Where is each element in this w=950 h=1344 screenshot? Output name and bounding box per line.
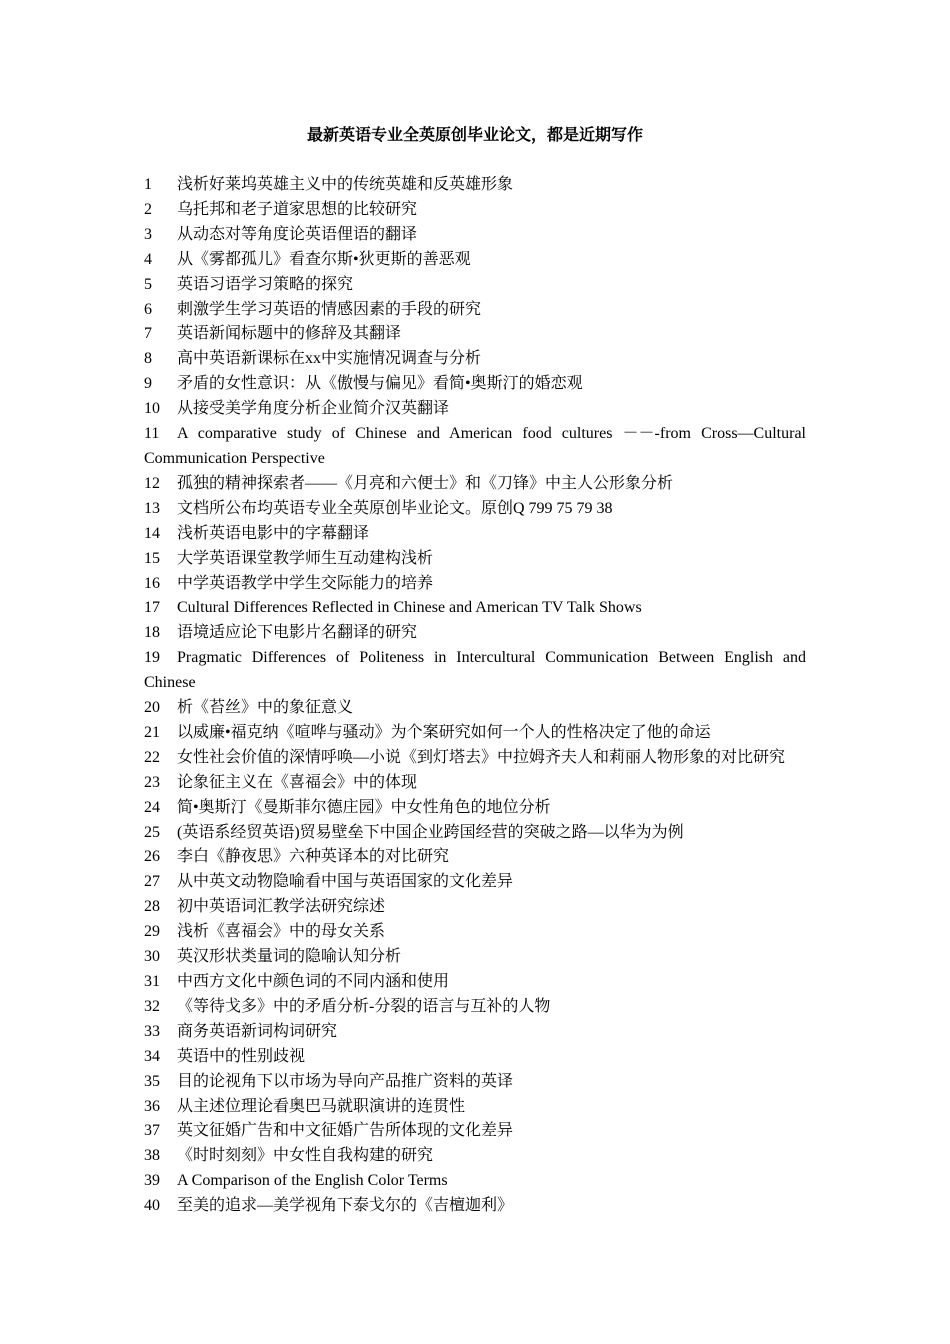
item-title: 高中英语新课标在xx中实施情况调查与分析 bbox=[177, 350, 482, 368]
list-item bbox=[144, 422, 806, 472]
list-item bbox=[144, 322, 806, 347]
item-title: 以威廉•福克纳《喧哗与骚动》为个案研究如何一个人的性格决定了他的命运 bbox=[177, 723, 711, 741]
item-number: 8 bbox=[144, 350, 152, 368]
list-item bbox=[144, 1020, 806, 1045]
item-number: 9 bbox=[144, 375, 152, 393]
item-number: 27 bbox=[144, 873, 160, 891]
list-item bbox=[144, 472, 806, 497]
item-number: 3 bbox=[144, 225, 152, 243]
list-item bbox=[144, 572, 806, 597]
item-title: 文档所公布均英语专业全英原创毕业论文。原创Q 799 75 79 38 bbox=[177, 499, 613, 517]
list-item bbox=[144, 646, 806, 696]
item-title: 论象征主义在《喜福会》中的体现 bbox=[177, 773, 418, 791]
list-item bbox=[144, 522, 806, 547]
item-title: 浅析好莱坞英雄主义中的传统英雄和反英雄形象 bbox=[177, 176, 514, 193]
list-item bbox=[144, 920, 806, 945]
item-number: 36 bbox=[144, 1097, 160, 1115]
item-title: 英语中的性别歧视 bbox=[177, 1047, 306, 1065]
item-number: 28 bbox=[144, 898, 160, 916]
list-item bbox=[144, 945, 806, 970]
item-number: 23 bbox=[144, 773, 160, 791]
item-title: 英文征婚广告和中文征婚广告所体现的文化差异 bbox=[177, 1122, 514, 1140]
item-number: 31 bbox=[144, 973, 160, 990]
item-title: Pragmatic Differences of Politeness in Intercultural Communication Between English and Chinese bbox=[144, 649, 806, 692]
item-title: 《时时刻刻》中女性自我构建的研究 bbox=[177, 1147, 434, 1165]
list-item bbox=[144, 746, 806, 771]
list-item bbox=[144, 596, 806, 621]
item-title: 析《苔丝》中的象征意义 bbox=[177, 699, 354, 717]
list-item bbox=[144, 372, 806, 397]
list-item bbox=[144, 347, 806, 372]
list-item bbox=[144, 721, 806, 746]
item-number: 33 bbox=[144, 1022, 160, 1040]
item-title: 女性社会价值的深情呼唤—小说《到灯塔去》中拉姆齐夫人和莉丽人物形象的对比研究 bbox=[177, 748, 786, 766]
item-number: 39 bbox=[144, 1172, 160, 1190]
list-item bbox=[144, 970, 806, 995]
list-item bbox=[144, 1119, 806, 1144]
item-title: 浅析《喜福会》中的母女关系 bbox=[177, 923, 386, 941]
item-number: 25 bbox=[144, 823, 160, 841]
item-number: 20 bbox=[144, 699, 160, 717]
item-title: (英语系经贸英语)贸易壁垒下中国企业跨国经营的突破之路—以华为为例 bbox=[177, 823, 684, 841]
item-title: 语境适应论下电影片名翻译的研究 bbox=[177, 624, 418, 642]
list-item bbox=[144, 771, 806, 796]
list-item bbox=[144, 821, 806, 846]
list-item bbox=[144, 621, 806, 646]
item-title: 至美的追求—美学视角下泰戈尔的《吉檀迦利》 bbox=[177, 1197, 514, 1215]
list-item bbox=[144, 1070, 806, 1095]
document-title: 最新英语专业全英原创毕业论文，都是近期写作 bbox=[306, 127, 643, 144]
item-number: 10 bbox=[144, 400, 160, 418]
item-number: 34 bbox=[144, 1047, 160, 1065]
item-title: 中学英语教学中学生交际能力的培养 bbox=[177, 574, 434, 592]
item-title: 中西方文化中颜色词的不同内涵和使用 bbox=[177, 973, 450, 990]
list-item bbox=[144, 547, 806, 572]
item-number: 6 bbox=[144, 300, 152, 318]
item-number: 35 bbox=[144, 1072, 160, 1090]
item-number: 19 bbox=[144, 649, 160, 667]
item-title: 从动态对等角度论英语俚语的翻译 bbox=[177, 225, 418, 243]
item-number: 2 bbox=[144, 200, 152, 218]
list-item bbox=[144, 995, 806, 1020]
item-title: 李白《静夜思》六种英译本的对比研究 bbox=[177, 848, 450, 866]
item-title: 从中英文动物隐喻看中国与英语国家的文化差异 bbox=[177, 873, 514, 891]
item-title: 英语新闻标题中的修辞及其翻译 bbox=[177, 325, 402, 343]
item-number: 24 bbox=[144, 798, 160, 816]
item-number: 15 bbox=[144, 549, 160, 567]
item-title: 简•奥斯汀《曼斯菲尔德庄园》中女性角色的地位分析 bbox=[177, 798, 551, 816]
list-item bbox=[144, 397, 806, 422]
item-title: 从《雾都孤儿》看查尔斯•狄更斯的善恶观 bbox=[177, 250, 471, 268]
item-number: 1 bbox=[144, 176, 152, 193]
list-item bbox=[144, 895, 806, 920]
list-item bbox=[144, 796, 806, 821]
item-title: 英汉形状类量词的隐喻认知分析 bbox=[177, 948, 402, 966]
item-title: 英语习语学习策略的探究 bbox=[177, 275, 354, 293]
item-title: 矛盾的女性意识：从《傲慢与偏见》看简•奥斯汀的婚恋观 bbox=[177, 375, 583, 393]
item-number: 16 bbox=[144, 574, 160, 592]
list-item bbox=[144, 248, 806, 273]
list-item bbox=[144, 845, 806, 870]
item-number: 26 bbox=[144, 848, 160, 866]
item-number: 30 bbox=[144, 948, 160, 966]
list-item bbox=[144, 273, 806, 298]
item-title: 大学英语课堂教学师生互动建构浅析 bbox=[177, 549, 434, 567]
item-number: 21 bbox=[144, 723, 160, 741]
list-item bbox=[144, 198, 806, 223]
list-item bbox=[144, 870, 806, 895]
item-number: 32 bbox=[144, 997, 160, 1015]
item-number: 14 bbox=[144, 524, 160, 542]
item-title: 刺激学生学习英语的情感因素的手段的研究 bbox=[177, 300, 482, 318]
item-title: 初中英语词汇教学法研究综述 bbox=[177, 898, 386, 916]
item-number: 38 bbox=[144, 1147, 160, 1165]
list-item bbox=[144, 1095, 806, 1120]
item-title: Cultural Differences Reflected in Chinese and American TV Talk Shows bbox=[177, 599, 642, 617]
item-title: 乌托邦和老子道家思想的比较研究 bbox=[177, 200, 418, 218]
item-number: 13 bbox=[144, 499, 160, 517]
item-number: 22 bbox=[144, 748, 160, 766]
item-number: 29 bbox=[144, 923, 160, 941]
list-item bbox=[144, 497, 806, 522]
list-item bbox=[144, 1194, 806, 1219]
item-title: 浅析英语电影中的字幕翻译 bbox=[177, 524, 370, 542]
item-number: 40 bbox=[144, 1197, 160, 1215]
list-item bbox=[144, 1144, 806, 1169]
item-title: 《等待戈多》中的矛盾分析-分裂的语言与互补的人物 bbox=[177, 997, 551, 1015]
item-number: 11 bbox=[144, 425, 160, 443]
item-number: 17 bbox=[144, 599, 160, 617]
item-title: A comparative study of Chinese and American food cultures －－-from Cross—Cultural Communication Perspective bbox=[144, 425, 806, 467]
list-item bbox=[144, 298, 806, 323]
item-title: 从接受美学角度分析企业简介汉英翻译 bbox=[177, 400, 450, 418]
item-number: 7 bbox=[144, 325, 152, 343]
item-number: 37 bbox=[144, 1122, 160, 1140]
item-title: 孤独的精神探索者——《月亮和六便士》和《刀锋》中主人公形象分析 bbox=[177, 474, 674, 492]
item-number: 12 bbox=[144, 474, 160, 492]
item-number: 4 bbox=[144, 250, 152, 268]
list-item bbox=[144, 1169, 806, 1194]
item-number: 5 bbox=[144, 275, 152, 293]
list-item bbox=[144, 696, 806, 721]
list-item bbox=[144, 173, 806, 198]
topic-list bbox=[144, 173, 806, 1219]
list-item bbox=[144, 1045, 806, 1070]
list-item bbox=[144, 223, 806, 248]
item-title: 商务英语新词构词研究 bbox=[177, 1022, 338, 1040]
item-title: A Comparison of the English Color Terms bbox=[177, 1172, 448, 1190]
item-title: 目的论视角下以市场为导向产品推广资料的英译 bbox=[177, 1072, 514, 1090]
item-number: 18 bbox=[144, 624, 160, 642]
item-title: 从主述位理论看奥巴马就职演讲的连贯性 bbox=[177, 1097, 466, 1115]
